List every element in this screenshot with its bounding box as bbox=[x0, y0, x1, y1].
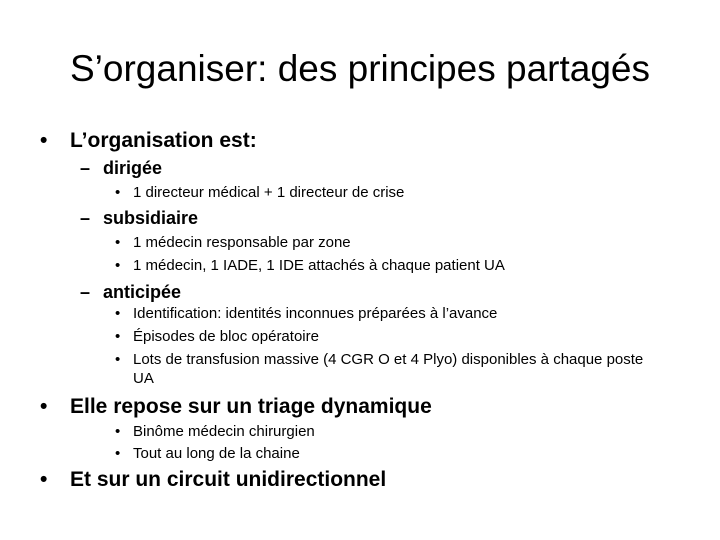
bullet-anticipee: anticipée bbox=[103, 282, 182, 302]
bullet-dot: • bbox=[40, 468, 48, 491]
bullet-organisation: L’organisation est: bbox=[70, 129, 257, 152]
bullet-dot: • bbox=[115, 257, 121, 274]
bullet-identification: Identification: identités inconnues préparées à l’avance bbox=[133, 305, 498, 322]
bullet-dash: – bbox=[80, 282, 91, 302]
slide-title: S’organiser: des principes partagés bbox=[70, 48, 650, 89]
bullet-subsidiaire: subsidiaire bbox=[103, 208, 199, 228]
bullet-dot: • bbox=[115, 445, 121, 462]
bullet-medecin-zone: 1 médecin responsable par zone bbox=[133, 234, 351, 251]
bullet-directeurs: 1 directeur médical + 1 directeur de crise bbox=[133, 184, 405, 201]
bullet-dash: – bbox=[80, 208, 91, 228]
bullet-medecin-iade-ide: 1 médecin, 1 IADE, 1 IDE attachés à chaque patient UA bbox=[133, 257, 505, 274]
bullet-dirigee: dirigée bbox=[103, 158, 163, 178]
bullet-episodes-bloc: Épisodes de bloc opératoire bbox=[133, 328, 319, 345]
bullet-dot: • bbox=[40, 395, 48, 418]
bullet-dot: • bbox=[115, 184, 121, 201]
bullet-dot: • bbox=[115, 328, 121, 345]
bullet-dot: • bbox=[115, 423, 121, 440]
bullet-dot: • bbox=[40, 129, 48, 152]
bullet-dot: • bbox=[115, 305, 121, 322]
bullet-circuit: Et sur un circuit unidirectionnel bbox=[70, 468, 387, 491]
bullet-dot: • bbox=[115, 234, 121, 251]
bullet-dash: – bbox=[80, 158, 91, 178]
bullet-binome: Binôme médecin chirurgien bbox=[133, 423, 315, 440]
bullet-triage: Elle repose sur un triage dynamique bbox=[70, 395, 432, 418]
bullet-transfusion: Lots de transfusion massive (4 CGR O et 4 Plyo) disponibles à chaque poste UA bbox=[133, 351, 644, 387]
bullet-dot: • bbox=[115, 351, 121, 368]
bullet-chaine: Tout au long de la chaine bbox=[133, 445, 300, 462]
